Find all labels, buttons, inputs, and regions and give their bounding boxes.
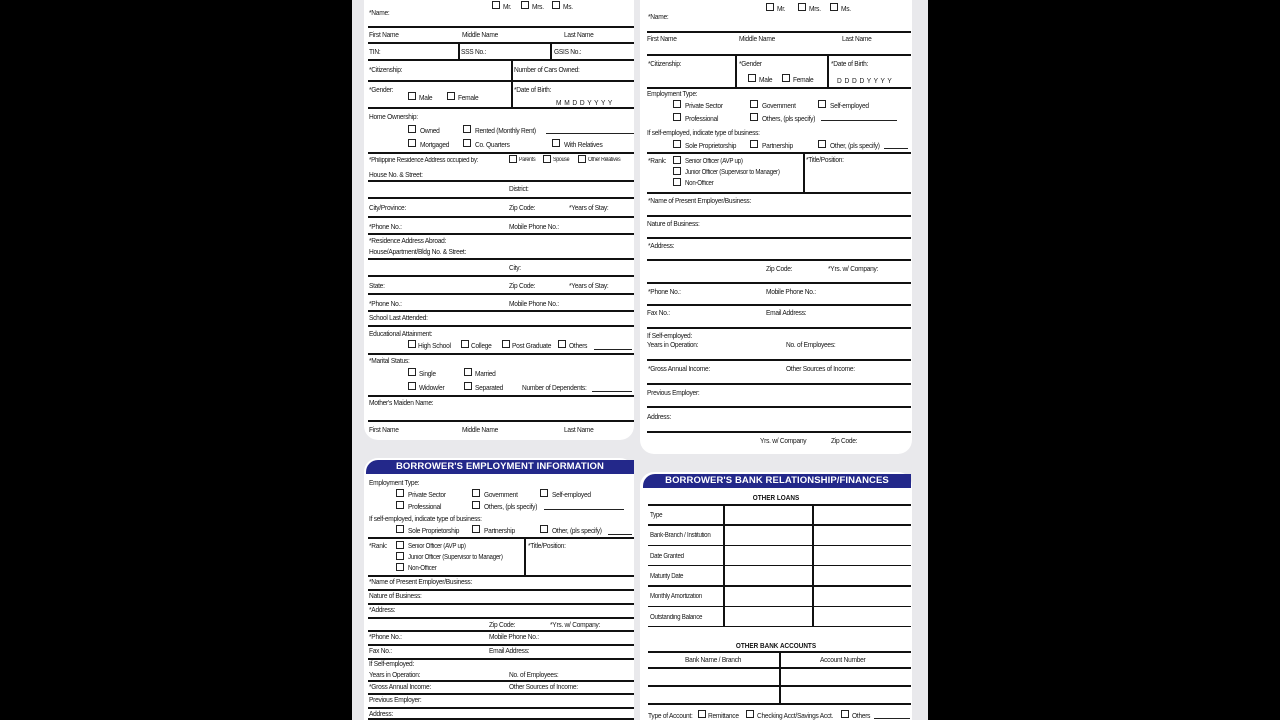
education-label: Educational Attainment: <box>369 329 433 338</box>
checkbox-mrs[interactable] <box>798 3 806 11</box>
checkbox-sole-proprietorship[interactable] <box>396 525 404 533</box>
others-field[interactable] <box>594 349 632 350</box>
checkbox-spouse[interactable] <box>543 155 551 163</box>
label-single: Single <box>419 369 436 378</box>
checkbox-single[interactable] <box>408 368 416 376</box>
dependents-field[interactable] <box>592 391 632 392</box>
divider <box>779 651 781 703</box>
nature-label: Nature of Business: <box>369 591 422 600</box>
marital-label: *Marital Status: <box>369 356 410 365</box>
label-sole-proprietorship: Sole Proprietorship <box>408 526 460 535</box>
divider <box>648 545 911 547</box>
account-number-header: Account Number <box>820 655 866 664</box>
divider <box>827 54 829 87</box>
loan-row-label: Bank-Branch / Institution <box>650 532 711 540</box>
employment-type-label: Employment Type: <box>647 89 698 98</box>
previous-address-label: Address: <box>647 412 671 421</box>
checkbox-professional[interactable] <box>673 113 681 121</box>
label-others-specify: Others, (pls specify) <box>484 502 538 511</box>
divider <box>647 237 911 239</box>
self-employed-label: If self-employed, indicate type of business: <box>647 128 760 137</box>
label-ms: Ms. <box>563 2 573 11</box>
mobile-label: Mobile Phone No.: <box>509 222 559 231</box>
dob-format: D D D D Y Y Y Y <box>837 76 893 85</box>
gsis-label: GSIS No.: <box>554 47 582 56</box>
label-owned: Owned <box>420 126 440 135</box>
sss-label: SSS No.: <box>461 47 487 56</box>
rent-field[interactable] <box>546 133 634 134</box>
previous-address-label: Address: <box>369 709 393 718</box>
divider <box>648 585 911 587</box>
divider <box>368 603 634 605</box>
label-mr: Mr. <box>503 2 512 11</box>
divider <box>647 359 911 361</box>
divider <box>647 152 911 154</box>
divider <box>368 310 634 312</box>
divider <box>368 107 634 109</box>
gender-label: *Gender <box>739 59 762 68</box>
dob-label: *Date of Birth: <box>831 59 869 68</box>
label-others: Others <box>569 341 588 350</box>
label-non-officer: Non-Officer <box>408 565 437 572</box>
address-label: *Address: <box>648 241 675 250</box>
label-with-relatives: With Relatives <box>564 140 603 149</box>
label-married: Married <box>475 369 496 378</box>
checkbox-female[interactable] <box>447 92 455 100</box>
label-others: Others <box>852 711 871 720</box>
loan-row-label: Type <box>650 512 663 519</box>
mobile-label-2: Mobile Phone No.: <box>509 299 559 308</box>
divider <box>368 26 634 28</box>
fax-label: Fax No.: <box>369 646 392 655</box>
label-junior-officer: Junior Officer (Supervisor to Manager) <box>685 169 780 176</box>
divider <box>368 707 634 709</box>
dob-label: *Date of Birth: <box>514 85 552 94</box>
divider <box>647 383 911 385</box>
checkbox-married[interactable] <box>464 368 472 376</box>
other-income-label: Other Sources of Income: <box>509 682 578 691</box>
label-partnership: Partnership <box>762 141 793 150</box>
divider <box>368 617 634 619</box>
years-stay-label-2: *Years of Stay: <box>569 281 609 290</box>
zip-code-label: Zip Code: <box>509 203 536 212</box>
middle-name-label: Middle Name <box>462 30 498 39</box>
last-name-label: Last Name <box>842 34 872 43</box>
divider <box>368 420 634 422</box>
tin-label: TIN: <box>369 47 381 56</box>
checkbox-junior-officer[interactable] <box>396 552 404 560</box>
checkbox-owned[interactable] <box>408 125 416 133</box>
gross-income-label: *Gross Annual Income: <box>648 364 710 373</box>
zip-label: Zip Code: <box>766 264 793 273</box>
checkbox-partnership[interactable] <box>472 525 480 533</box>
checkbox-partnership[interactable] <box>750 140 758 148</box>
ph-address-label: *Philippine Residence Address occupied by: <box>369 157 479 164</box>
divider <box>647 259 911 261</box>
checkbox-male[interactable] <box>748 74 756 82</box>
label-male: Male <box>759 75 773 84</box>
label-self-employed: Self-employed <box>830 101 869 110</box>
checkbox-checking-savings[interactable] <box>746 710 754 718</box>
divider <box>648 565 911 567</box>
employer-label: *Name of Present Employer/Business: <box>648 196 752 205</box>
other-accounts-header: OTHER BANK ACCOUNTS <box>735 641 817 650</box>
divider <box>368 152 634 154</box>
first-name-label: First Name <box>369 30 399 39</box>
zip-code-label-2: Zip Code: <box>509 281 536 290</box>
checkbox-other-business[interactable] <box>540 525 548 533</box>
other-income-label: Other Sources of Income: <box>786 364 855 373</box>
divider <box>368 395 634 397</box>
divider <box>648 703 911 705</box>
school-label: School Last Attended: <box>369 313 428 322</box>
bank-relationship-banner: BORROWER'S BANK RELATIONSHIP/FINANCES <box>643 474 911 488</box>
divider <box>647 327 911 329</box>
divider <box>368 718 634 720</box>
yrs-company-label: *Yrs. w/ Company: <box>828 264 879 273</box>
label-separated: Separated <box>475 383 504 392</box>
checkbox-professional[interactable] <box>396 501 404 509</box>
divider <box>511 59 513 107</box>
label-sole-proprietorship: Sole Proprietorship <box>685 141 737 150</box>
bank-relationship-panel <box>640 472 912 720</box>
num-employees-label: No. of Employees: <box>509 670 559 679</box>
divider <box>368 275 634 277</box>
divider <box>368 216 634 218</box>
divider <box>648 504 911 506</box>
other-business-field[interactable] <box>884 148 908 149</box>
citizenship-label: *Citizenship: <box>369 65 403 74</box>
divider <box>368 353 634 355</box>
others-specify-field[interactable] <box>821 120 897 121</box>
label-checking-savings: Checking Acct/Savings Acct. <box>757 711 834 720</box>
years-stay-label: *Years of Stay: <box>569 203 609 212</box>
phone-label-2: *Phone No.: <box>369 299 402 308</box>
checkbox-parents[interactable] <box>509 155 517 163</box>
if-self-employed-label: If Self-employed: <box>647 331 693 340</box>
label-mr: Mr. <box>777 4 786 13</box>
spouse-info-panel <box>640 0 912 454</box>
checkbox-mr[interactable] <box>492 1 500 9</box>
label-non-officer: Non-Officer <box>685 180 714 187</box>
label-professional: Professional <box>685 114 719 123</box>
last-name-label: Last Name <box>564 30 594 39</box>
checkbox-college[interactable] <box>461 340 469 348</box>
label-senior-officer: Senior Officer (AVP up) <box>408 543 466 550</box>
employment-type-label: Employment Type: <box>369 478 420 487</box>
checkbox-private-sector[interactable] <box>396 489 404 497</box>
maiden-middle-name-label: Middle Name <box>462 425 498 434</box>
label-mortgaged: Mortgaged <box>420 140 450 149</box>
gender-label: *Gender: <box>369 85 394 94</box>
checkbox-other-relatives[interactable] <box>578 155 586 163</box>
checkbox-others[interactable] <box>558 340 566 348</box>
checkbox-remittance[interactable] <box>698 710 706 718</box>
checkbox-widow[interactable] <box>408 382 416 390</box>
checkbox-mrs[interactable] <box>521 1 529 9</box>
divider <box>735 54 737 87</box>
label-post-graduate: Post Graduate <box>512 341 552 350</box>
checkbox-self-employed[interactable] <box>540 489 548 497</box>
label-others-specify: Others, (pls specify) <box>762 114 816 123</box>
self-employed-label: If self-employed, indicate type of business: <box>369 514 482 523</box>
checkbox-government[interactable] <box>750 100 758 108</box>
previous-employer-label: Previous Employer: <box>647 388 700 397</box>
label-self-employed: Self-employed <box>552 490 591 499</box>
abroad-street-label: House/Apartment/Bldg No. & Street: <box>369 247 467 256</box>
checkbox-female[interactable] <box>782 74 790 82</box>
label-government: Government <box>762 101 796 110</box>
phone-label: *Phone No.: <box>648 287 681 296</box>
checkbox-others-specify[interactable] <box>472 501 480 509</box>
checkbox-other-business[interactable] <box>818 140 826 148</box>
divider <box>368 325 634 327</box>
label-college: College <box>471 341 492 350</box>
nature-label: Nature of Business: <box>647 219 700 228</box>
maiden-last-name-label: Last Name <box>564 425 594 434</box>
divider <box>647 215 911 217</box>
divider <box>647 431 911 433</box>
label-male: Male <box>419 93 433 102</box>
if-self-employed-label: If Self-employed: <box>369 659 415 668</box>
years-operation-label: Years in Operation: <box>647 340 699 349</box>
label-other-relatives: Other Relatives <box>588 157 621 163</box>
divider <box>368 59 634 61</box>
checkbox-senior-officer[interactable] <box>673 156 681 164</box>
label-high-school: High School <box>418 341 451 350</box>
loan-row-label: Outstanding Balance <box>650 613 703 621</box>
title-position-label: *Title/Position: <box>806 155 844 164</box>
employment-info-banner: BORROWER'S EMPLOYMENT INFORMATION <box>366 460 634 474</box>
label-female: Female <box>458 93 479 102</box>
title-position-label: *Title/Position: <box>528 541 566 550</box>
house-street-label: House No. & Street: <box>369 170 423 179</box>
yrs-company-label: *Yrs. w/ Company: <box>550 620 601 629</box>
loan-row-label: Date Granted <box>650 552 684 560</box>
divider <box>368 42 634 44</box>
checkbox-mortgaged[interactable] <box>408 139 416 147</box>
first-name-label: First Name <box>647 34 677 43</box>
label-ms: Ms. <box>841 4 851 13</box>
divider <box>368 293 634 295</box>
home-ownership-label: Home Ownership: <box>369 112 418 121</box>
label-junior-officer: Junior Officer (Supervisor to Manager) <box>408 554 503 561</box>
label-female: Female <box>793 75 814 84</box>
previous-yrs-label: Yrs. w/ Company <box>760 436 807 445</box>
label-remittance: Remittance <box>708 711 739 720</box>
divider <box>803 152 805 192</box>
checkbox-male[interactable] <box>408 92 416 100</box>
employer-label: *Name of Present Employer/Business: <box>369 577 473 586</box>
label-government: Government <box>484 490 518 499</box>
middle-name-label: Middle Name <box>739 34 775 43</box>
others-specify-field[interactable] <box>544 509 624 510</box>
divider <box>647 282 911 284</box>
mobile-label: Mobile Phone No.: <box>766 287 816 296</box>
loan-row-label: Maturity Date <box>650 572 684 580</box>
others-field[interactable] <box>874 718 910 719</box>
gross-income-label: *Gross Annual Income: <box>369 682 431 691</box>
label-rented: Rented (Monthly Rent) <box>475 126 536 135</box>
name-label: *Name: <box>648 12 669 21</box>
divider <box>647 192 911 194</box>
divider <box>647 406 911 408</box>
divider <box>647 31 911 33</box>
label-widow: Widow/er <box>419 383 445 392</box>
divider <box>648 626 911 628</box>
loan-row-label: Monthly Amortization <box>650 593 702 601</box>
label-other-business: Other, (pls specify) <box>830 141 880 150</box>
label-mrs: Mrs. <box>809 4 821 13</box>
mobile-label: Mobile Phone No.: <box>489 632 539 641</box>
phone-label: *Phone No.: <box>369 222 402 231</box>
rank-label: *Rank: <box>369 541 388 550</box>
dob-format: M M D D Y Y Y Y <box>556 98 613 107</box>
abroad-address-label: *Residence Address Abroad: <box>369 236 447 245</box>
label-other-business: Other, (pls specify) <box>552 526 602 535</box>
checkbox-co-quarters[interactable] <box>463 139 471 147</box>
maiden-first-name-label: First Name <box>369 425 399 434</box>
borrower-personal-info-panel <box>364 0 634 440</box>
city-label: City: <box>509 263 521 272</box>
divider <box>368 80 634 82</box>
type-of-account-label: Type of Account: <box>648 711 693 720</box>
rank-label: *Rank: <box>648 156 667 165</box>
divider <box>368 180 634 182</box>
label-senior-officer: Senior Officer (AVP up) <box>685 158 743 165</box>
state-label: State: <box>369 281 385 290</box>
divider <box>550 42 552 59</box>
name-label: *Name: <box>369 8 390 17</box>
label-partnership: Partnership <box>484 526 515 535</box>
checkbox-private-sector[interactable] <box>673 100 681 108</box>
previous-zip-label: Zip Code: <box>831 436 858 445</box>
label-co-quarters: Co. Quarters <box>475 140 510 149</box>
divider <box>368 233 634 235</box>
dependents-label: Number of Dependents: <box>522 383 587 392</box>
divider <box>812 504 814 626</box>
divider <box>648 524 911 526</box>
checkbox-mr[interactable] <box>766 3 774 11</box>
checkbox-ms[interactable] <box>552 1 560 9</box>
phone-label: *Phone No.: <box>369 632 402 641</box>
checkbox-others[interactable] <box>841 710 849 718</box>
divider <box>648 667 911 669</box>
checkbox-others-specify[interactable] <box>750 113 758 121</box>
checkbox-sole-proprietorship[interactable] <box>673 140 681 148</box>
label-parents: Parents <box>519 157 536 163</box>
checkbox-with-relatives[interactable] <box>552 139 560 147</box>
divider <box>368 537 634 539</box>
zip-label: Zip Code: <box>489 620 516 629</box>
checkbox-non-officer[interactable] <box>396 563 404 571</box>
form-page <box>352 0 928 720</box>
label-private-sector: Private Sector <box>685 101 723 110</box>
citizenship-label: *Citizenship: <box>648 59 682 68</box>
label-private-sector: Private Sector <box>408 490 446 499</box>
checkbox-rented[interactable] <box>463 125 471 133</box>
cars-owned-label: Number of Cars Owned: <box>514 65 580 74</box>
label-mrs: Mrs. <box>532 2 544 11</box>
divider <box>647 54 911 56</box>
other-business-field[interactable] <box>608 534 632 535</box>
city-province-label: City/Province: <box>369 203 407 212</box>
email-label: Email Address: <box>766 308 807 317</box>
bank-name-header: Bank Name / Branch <box>685 655 742 664</box>
divider <box>723 504 725 626</box>
divider <box>368 197 634 199</box>
divider <box>368 258 634 260</box>
fax-label: Fax No.: <box>647 308 670 317</box>
divider <box>648 685 911 687</box>
other-loans-header: OTHER LOANS <box>752 493 800 502</box>
num-employees-label: No. of Employees: <box>786 340 836 349</box>
divider <box>524 537 526 575</box>
address-label: *Address: <box>369 605 396 614</box>
borrower-employment-panel <box>364 458 634 720</box>
label-professional: Professional <box>408 502 442 511</box>
years-operation-label: Years in Operation: <box>369 670 421 679</box>
maiden-label: Mother's Maiden Name: <box>369 398 434 407</box>
checkbox-junior-officer[interactable] <box>673 167 681 175</box>
checkbox-senior-officer[interactable] <box>396 541 404 549</box>
previous-employer-label: Previous Employer: <box>369 695 422 704</box>
checkbox-separated[interactable] <box>464 382 472 390</box>
checkbox-non-officer[interactable] <box>673 178 681 186</box>
checkbox-self-employed[interactable] <box>818 100 826 108</box>
checkbox-post-graduate[interactable] <box>502 340 510 348</box>
checkbox-ms[interactable] <box>830 3 838 11</box>
email-label: Email Address: <box>489 646 530 655</box>
divider <box>647 304 911 306</box>
divider <box>458 42 460 59</box>
checkbox-government[interactable] <box>472 489 480 497</box>
checkbox-high-school[interactable] <box>408 340 416 348</box>
divider <box>648 606 911 608</box>
label-spouse: Spouse <box>553 157 570 163</box>
district-label: District: <box>509 184 529 193</box>
